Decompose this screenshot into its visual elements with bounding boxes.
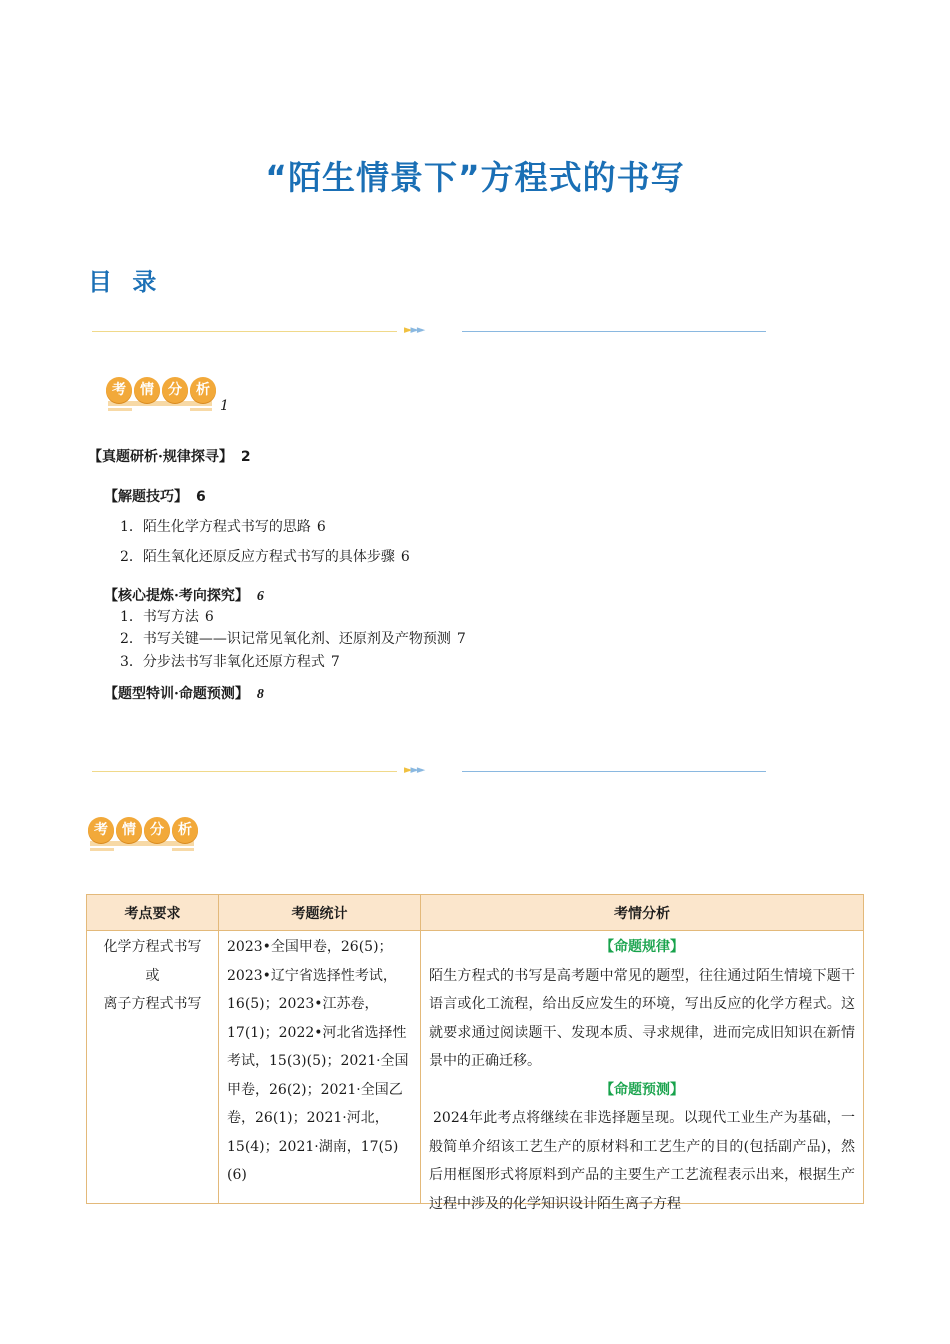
toc-heading: 目 录 (88, 268, 163, 296)
header-analysis: 考情分析 (421, 895, 864, 931)
toc-section-2[interactable] (104, 486, 206, 506)
analysis-table (86, 894, 864, 1212)
arrow-icon: ►►► (404, 763, 424, 776)
toc-item[interactable]: 2．陌生氧化还原反应方程式书写的具体步骤 6 (120, 549, 410, 565)
badge-char: 情 (134, 377, 160, 403)
table-header-row (87, 895, 864, 931)
toc-label: 【题型特训·命题预测】 (104, 686, 249, 702)
badge-char: 析 (190, 377, 216, 403)
requirement-cell: 化学方程式书写 或 离子方程式书写 (87, 931, 219, 1204)
toc-label: 【真题研析·规律探寻】 (88, 449, 233, 465)
pattern-paragraph: 陌生方程式的书写是高考题中常见的题型，往往通过陌生情境下题干语言或化工流程，给出反应发生的环境，写出反应的化学方程式。这就要求通过阅读题干、发现本质、寻求规律，进而完成旧知识在新情景中的正确迁移。 (429, 967, 855, 1069)
badge-char: 考 (88, 817, 114, 843)
analysis-cell (421, 931, 864, 1212)
toc-item[interactable]: 2．书写关键——识记常见氧化剂、还原剂及产物预测 7 (120, 631, 466, 647)
toc-page: 6 (256, 589, 264, 604)
toc-label: 【核心提炼·考向探究】 (104, 588, 249, 604)
arrow-icon: ►►► (404, 323, 424, 336)
toc-label: 【解题技巧】 (104, 489, 188, 505)
toc-item[interactable]: 1．陌生化学方程式书写的思路 6 (120, 519, 326, 535)
badge-char: 分 (162, 377, 188, 403)
table-row (87, 931, 864, 1204)
toc-item[interactable]: 3．分步法书写非氧化还原方程式 7 (120, 654, 340, 670)
badge-char: 情 (116, 817, 142, 843)
header-requirement: 考点要求 (87, 895, 219, 931)
header-stats: 考题统计 (219, 895, 421, 931)
toc-item[interactable]: 1．书写方法 6 (120, 609, 214, 625)
forecast-paragraph: 2024年此考点将继续在非选择题呈现。以现代工业生产为基础，一般简单介绍该工艺生产的原材料和工艺生产的目的(包括副产品)，然后用框图形式将原料到产品的主要生产工艺流程表示出来，根据生产过程中涉及的化学知识设计陌生离子方程 (429, 1110, 855, 1212)
toc-section-3[interactable] (104, 585, 264, 605)
tag-pattern: 【命题规律】 (600, 939, 684, 955)
stats-cell: 2023•全国甲卷，26(5)；2023•辽宁省选择性考试，16(5)；2023•江苏卷，17(1)；2022•河北省选择性考试，15(3)(5)；2021·全国甲卷，26(2)；2021·全国乙卷，26(1)；2021·河北，15(4)；2021·湖南，17(5) (6) (219, 931, 421, 1204)
analysis-badge-toc[interactable] (104, 377, 224, 417)
toc-page: 8 (256, 687, 264, 702)
toc-page: 2 (240, 449, 251, 465)
analysis-badge-section (86, 817, 206, 857)
document-title: “陌生情景下”方程式的书写 (265, 158, 685, 197)
toc-page: 6 (196, 489, 206, 505)
divider-top (92, 323, 766, 338)
toc-section-4[interactable] (104, 683, 264, 703)
badge-char: 考 (106, 377, 132, 403)
tag-forecast: 【命题预测】 (600, 1081, 684, 1098)
divider-bottom (92, 763, 766, 778)
badge-char: 分 (144, 817, 170, 843)
toc-section-1[interactable] (88, 446, 251, 466)
badge-char: 析 (172, 817, 198, 843)
toc-analysis-page[interactable]: 1 (220, 398, 229, 414)
